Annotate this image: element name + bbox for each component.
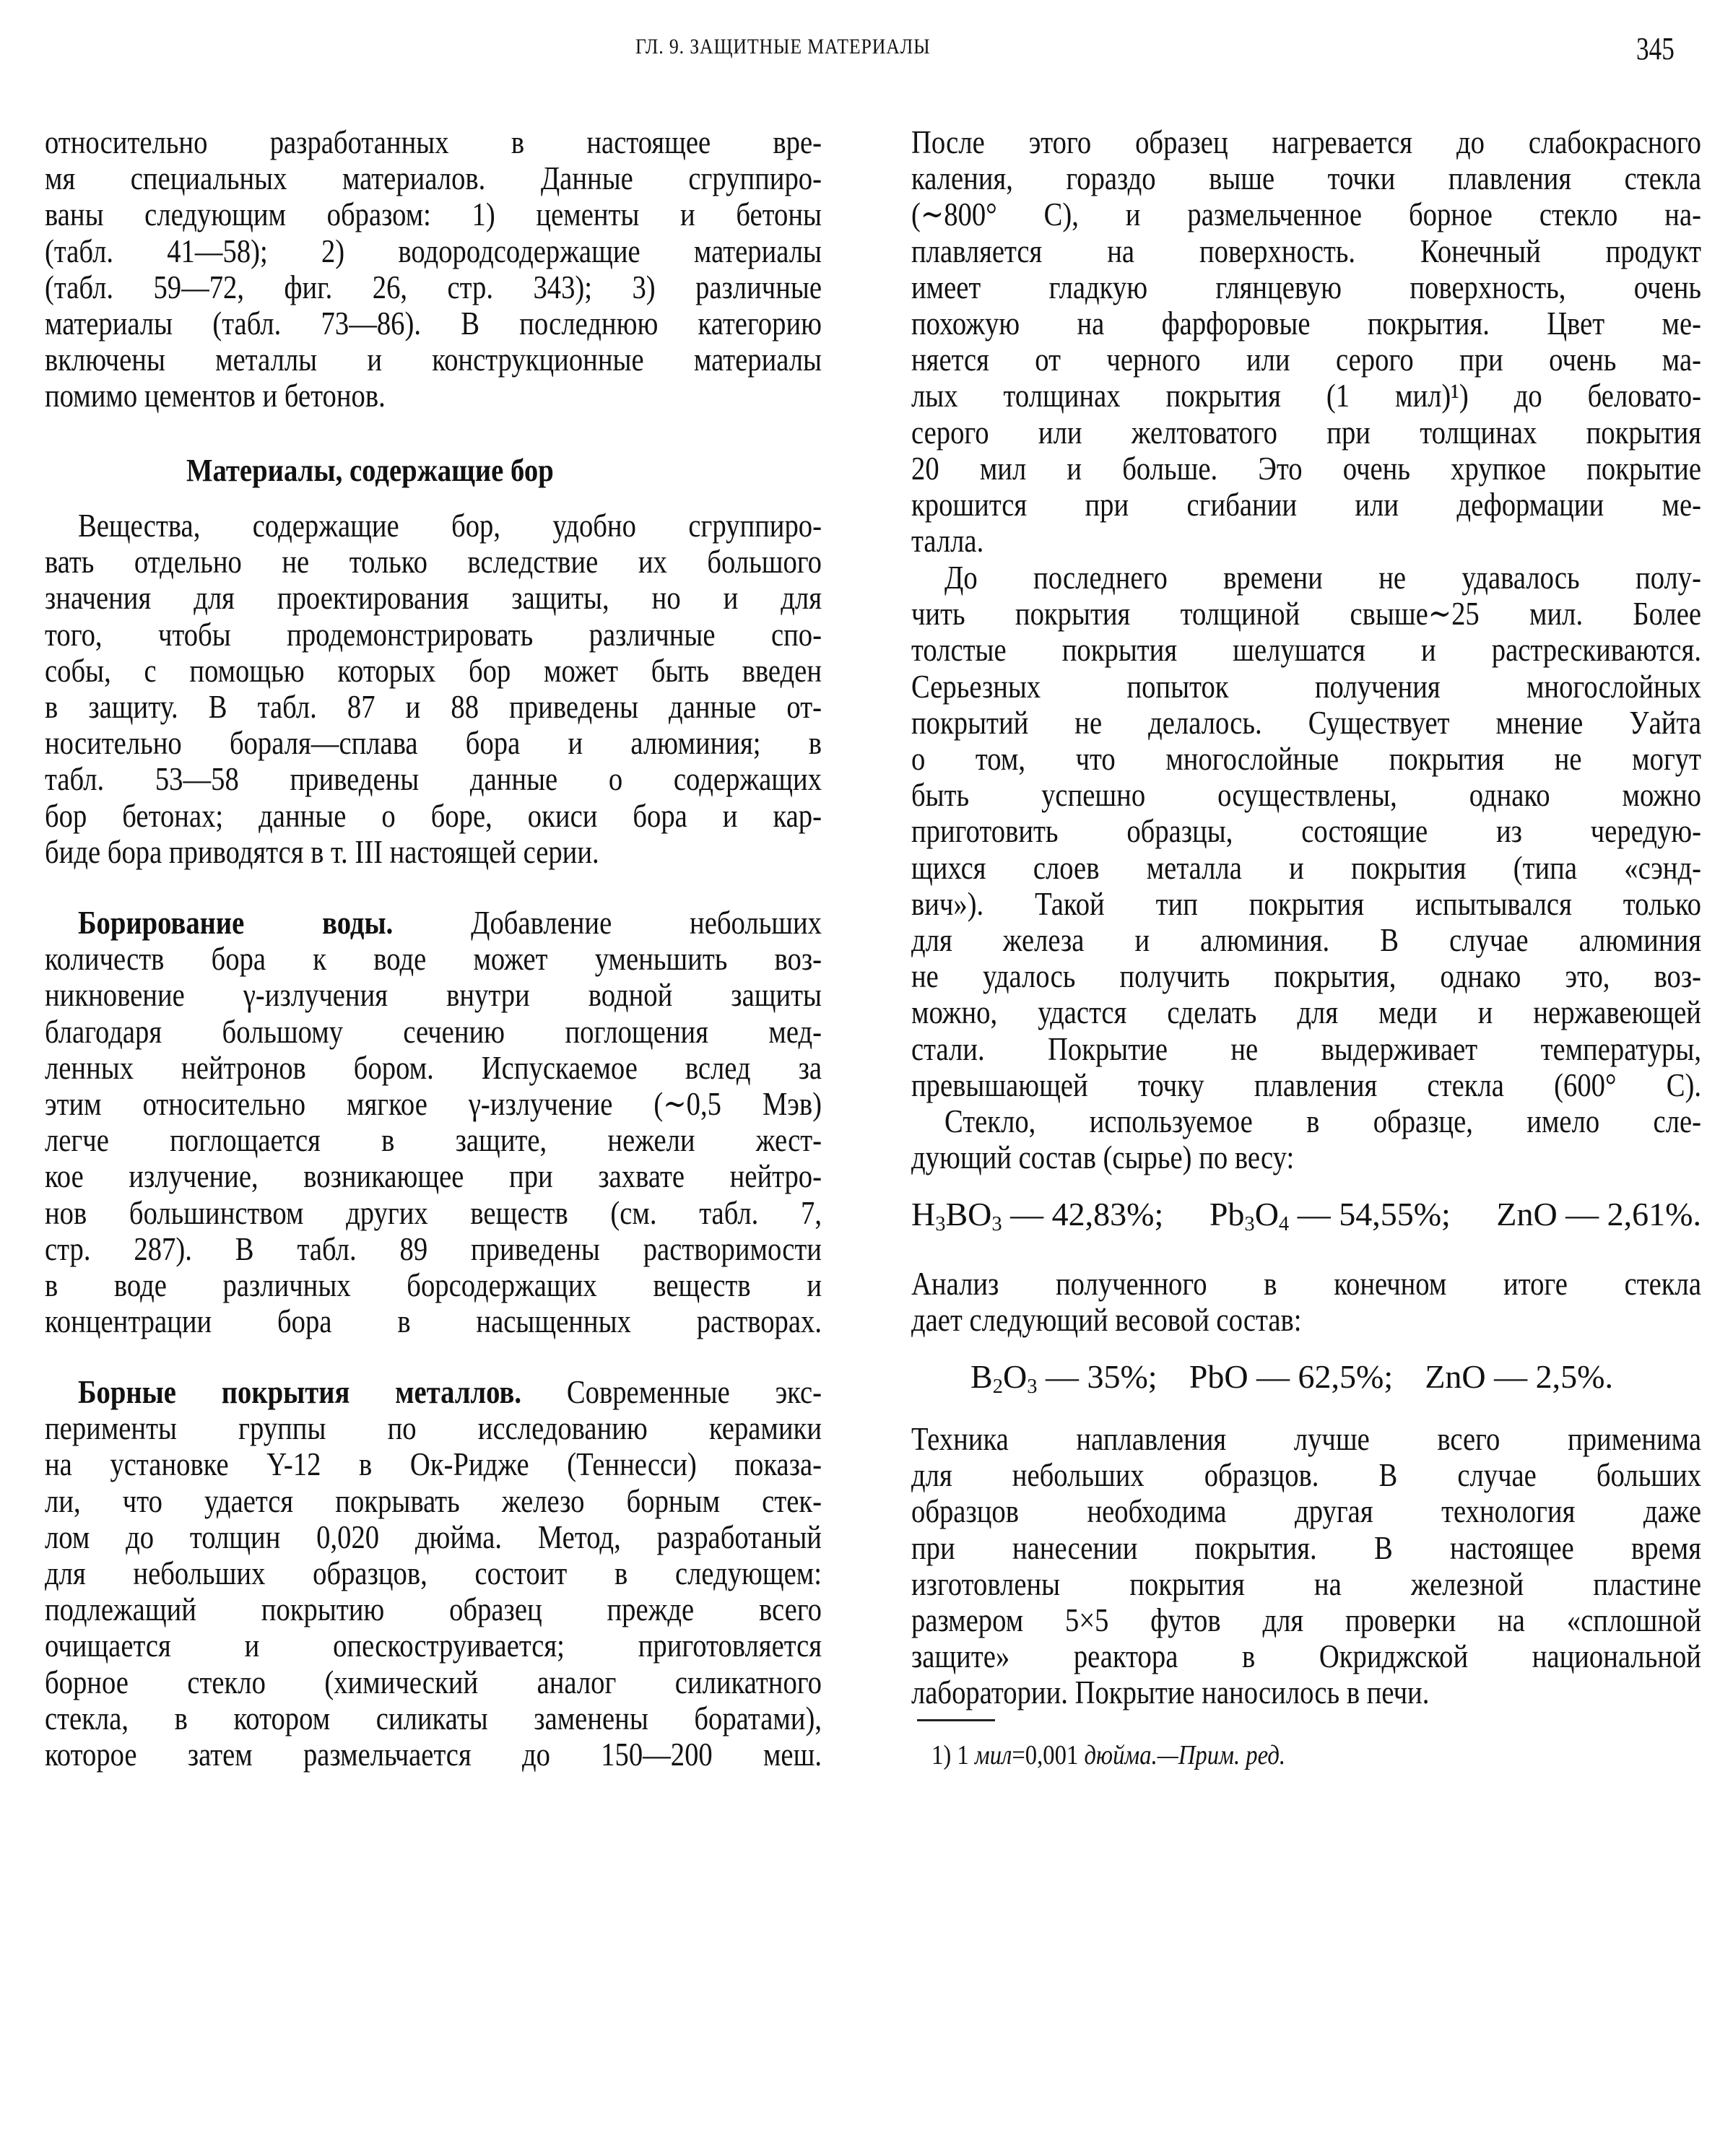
line-text <box>45 1050 822 1086</box>
line-content: для железа и алюминия. В случае алюминия <box>911 921 1701 958</box>
thickness-paragraph-line <box>944 560 1701 596</box>
glazing-paragraph-line <box>911 378 1701 414</box>
section-heading: Материалы, содержащие бор <box>186 453 554 488</box>
coating-paragraph-line <box>45 1736 822 1773</box>
technique-paragraph-line <box>911 1421 1701 1457</box>
line-text <box>45 1664 822 1700</box>
line-content: ли, что удается покрывать железо борным стек- <box>45 1482 822 1519</box>
composition-formula: O <box>1002 1358 1028 1395</box>
line-content: помимо цементов и бетонов. <box>45 377 386 414</box>
water-paragraph-line <box>45 1086 822 1122</box>
water-paragraph-line <box>45 941 822 977</box>
line-text <box>911 124 1701 160</box>
raw-composition-formula <box>911 1195 1701 1236</box>
line-content: стали. Покрытие не выдерживает температуры, <box>911 1030 1702 1067</box>
line-content: чить покрытия толщиной свыше∼25 мил. Более <box>911 595 1702 633</box>
line-content: лом до толщин 0,020 дюйма. Метод, разработаный <box>45 1518 822 1555</box>
line-text <box>45 1519 822 1555</box>
line-content: количеств бора к воде может уменьшить воз- <box>45 940 822 978</box>
thickness-paragraph-line <box>911 1067 1701 1103</box>
line-text <box>911 1031 1701 1067</box>
line-content: на установке Y-12 в Ок-Ридже (Теннесси) показа- <box>45 1446 822 1483</box>
line-content: покрытий не делалось. Существует мнение Уайта <box>911 703 1701 741</box>
coating-paragraph-line <box>45 1627 822 1664</box>
line-content: До последнего времени не удавалось полу- <box>944 559 1702 596</box>
line-content: (∼800° С), и размельченное борное стекло на- <box>911 196 1702 233</box>
footnote-divider <box>917 1719 995 1721</box>
composition-value: — 42,83%; <box>1002 1196 1164 1233</box>
coating-paragraph-line <box>45 1519 822 1555</box>
coating-paragraph-line <box>45 1446 822 1482</box>
boron-paragraph-line <box>45 617 822 653</box>
line-content: включены металлы и конструкционные материалы <box>45 341 822 378</box>
footnote-prefix: 1 <box>951 1740 975 1770</box>
technique-paragraph-line <box>911 1602 1701 1638</box>
line-content: плавляется на поверхность. Конечный продукт <box>911 232 1702 269</box>
line-text <box>78 508 822 544</box>
run-in-heading: Борные покрытия металлов. <box>78 1373 522 1410</box>
line-content: концентрации бора в насыщенных растворах. <box>45 1303 822 1340</box>
line-content: Стекло, используемое в образце, имело сле- <box>944 1103 1702 1139</box>
composition-term <box>1496 1195 1701 1233</box>
line-text <box>45 1122 822 1158</box>
line-text <box>911 741 1701 777</box>
line-content: каления, гораздо выше точки плавления стекла <box>911 160 1702 197</box>
composition-term <box>1209 1195 1451 1236</box>
line-text <box>45 160 822 196</box>
thickness-paragraph-line <box>911 596 1701 632</box>
line-text <box>45 269 822 305</box>
composition-term <box>970 1357 1157 1399</box>
line-content: Вещества, содержащие бор, удобно сгруппиро- <box>78 507 822 544</box>
line-content: защите» реактора в Окриджской национальной <box>911 1638 1701 1675</box>
line-content: борное стекло (химический аналог силикатного <box>45 1663 822 1700</box>
line-text <box>45 196 822 232</box>
intro-line <box>45 269 822 305</box>
line-content: можно, удастся сделать для меди и нержавеющей <box>911 994 1701 1031</box>
line-text <box>911 1139 1294 1175</box>
line-text <box>911 813 1701 849</box>
intro-line <box>45 124 822 160</box>
line-text <box>911 669 1701 705</box>
line-content: никновение γ-излучения внутри водной защиты <box>45 976 822 1014</box>
thickness-paragraph-line <box>911 1031 1701 1067</box>
line-text <box>911 958 1701 994</box>
line-text <box>45 1231 822 1267</box>
boron-paragraph-line <box>45 725 822 761</box>
line-text <box>911 1421 1701 1457</box>
coating-paragraph-line <box>78 1374 822 1410</box>
technique-paragraph-line <box>911 1530 1701 1566</box>
composition-formula: Pb <box>1209 1196 1245 1233</box>
line-content: щихся слоев металла и покрытия (типа «сэнд- <box>911 848 1702 886</box>
line-content: не удалось получить покрытия, однако это, воз- <box>911 957 1702 995</box>
line-text <box>45 233 822 269</box>
thickness-paragraph-line <box>911 705 1701 741</box>
line-content: в воде различных борсодержащих веществ и <box>45 1266 822 1303</box>
thickness-paragraph-line <box>911 886 1701 922</box>
final-composition-formula <box>970 1357 1613 1399</box>
line-text <box>45 617 822 653</box>
thickness-paragraph-line <box>911 632 1701 668</box>
glass-paragraph-line <box>944 1103 1701 1139</box>
composition-formula: 3 <box>935 1213 946 1236</box>
water-paragraph-line <box>45 1050 822 1086</box>
line-content: лаборатории. Покрытие наносилось в печи. <box>911 1674 1430 1711</box>
line-content: для небольших образцов, состоит в следующем: <box>45 1555 822 1591</box>
glass-paragraph-line <box>911 1139 1701 1175</box>
line-content: имеет гладкую глянцевую поверхность, очень <box>911 268 1702 305</box>
line-text <box>45 798 822 834</box>
line-content: серого или желтоватого при толщинах покрытия <box>911 413 1702 451</box>
glazing-paragraph-line <box>911 269 1701 305</box>
glazing-paragraph-line <box>911 305 1701 342</box>
water-paragraph-line <box>45 1014 822 1050</box>
line-content: Добавление небольших <box>393 904 822 941</box>
footnote <box>931 1739 1285 1771</box>
line-content: (табл. 59—72, фиг. 26, стр. 343); 3) различные <box>45 268 822 305</box>
composition-value: — 2,5%. <box>1485 1358 1613 1395</box>
line-text <box>911 1067 1701 1103</box>
line-text <box>45 761 822 797</box>
line-text <box>45 977 822 1013</box>
line-content: вич»). Такой тип покрытия испытывался только <box>911 884 1702 922</box>
line-content: стр. 287). В табл. 89 приведены растворимости <box>45 1230 822 1267</box>
line-text <box>45 1483 822 1519</box>
line-text <box>911 196 1701 232</box>
line-content: благодаря большому сечению поглощения мед- <box>45 1012 822 1050</box>
glazing-paragraph-line <box>911 160 1701 196</box>
glazing-paragraph-line <box>911 414 1701 451</box>
composition-value: — 54,55%; <box>1289 1196 1451 1233</box>
technique-paragraph-line <box>911 1566 1701 1602</box>
line-text <box>45 305 822 342</box>
footnote-note: дюйма.—Прим. ред. <box>1084 1740 1286 1770</box>
composition-term <box>1189 1357 1393 1396</box>
coating-paragraph-line <box>45 1700 822 1736</box>
line-content: няется от черного или серого при очень ма- <box>911 341 1701 378</box>
composition-formula: H <box>911 1196 936 1233</box>
technique-paragraph-line <box>911 1457 1701 1493</box>
line-text <box>911 777 1701 813</box>
technique-paragraph-line <box>911 1674 1701 1711</box>
footnote-equals: =0,001 <box>1012 1740 1085 1770</box>
line-text <box>911 160 1701 196</box>
line-text <box>944 560 1701 596</box>
line-text <box>944 1103 1701 1139</box>
line-text <box>45 378 386 414</box>
line-text <box>911 596 1701 632</box>
intro-line <box>45 342 822 378</box>
line-content: которое затем размельчается до 150—200 меш. <box>45 1736 822 1773</box>
line-content: образцов необходима другая технология даже <box>911 1492 1701 1530</box>
line-text <box>911 523 983 559</box>
line-text <box>911 994 1701 1030</box>
line-content: собы, с помощью которых бор может быть введен <box>45 651 822 689</box>
composition-formula: 3 <box>1027 1375 1038 1399</box>
composition-formula: PbO <box>1189 1358 1248 1395</box>
line-text <box>45 1195 822 1231</box>
line-text <box>911 269 1701 305</box>
boron-paragraph-line <box>45 653 822 689</box>
glazing-paragraph-line <box>911 124 1701 160</box>
footnote-marker: 1) <box>931 1740 952 1770</box>
composition-formula: ZnO <box>1496 1196 1558 1233</box>
line-text <box>45 1627 822 1664</box>
line-content: После этого образец нагревается до слабокрасного <box>911 123 1702 160</box>
line-text <box>911 1302 1302 1338</box>
line-content: кое излучение, возникающее при захвате нейтро- <box>45 1157 822 1195</box>
boron-paragraph-line <box>45 761 822 797</box>
line-text <box>45 1086 822 1122</box>
glazing-paragraph-line <box>911 233 1701 269</box>
composition-value: — 62,5%; <box>1248 1358 1394 1395</box>
line-content: толстые покрытия шелушатся и растрескиваются. <box>911 631 1701 669</box>
line-content: талла. <box>911 522 984 560</box>
line-text <box>911 487 1701 523</box>
line-content: Техника наплавления лучше всего применима <box>911 1420 1701 1457</box>
line-content: быть успешно осуществлены, однако можно <box>911 776 1701 814</box>
line-content: (табл. 41—58); 2) водородсодержащие материалы <box>45 232 822 269</box>
composition-formula: B <box>970 1358 993 1395</box>
glazing-paragraph-line <box>911 342 1701 378</box>
running-title: ГЛ. 9. ЗАЩИТНЫЕ МАТЕРИАЛЫ <box>635 35 931 58</box>
thickness-paragraph-line <box>911 777 1701 813</box>
line-text <box>45 834 599 870</box>
line-content: при нанесении покрытия. В настоящее время <box>911 1529 1702 1566</box>
line-text <box>78 1374 822 1410</box>
line-content: крошится при сгибании или деформации ме- <box>911 486 1701 523</box>
line-content: ваны следующим образом: 1) цементы и бетоны <box>45 196 822 233</box>
run-in-heading: Борирование воды. <box>78 904 394 941</box>
intro-line <box>45 305 822 342</box>
water-paragraph-line <box>45 1303 822 1339</box>
line-text <box>911 1530 1701 1566</box>
line-text <box>45 544 822 580</box>
line-content: похожую на фарфоровые покрытия. Цвет ме- <box>911 305 1701 342</box>
water-paragraph-line <box>45 1231 822 1267</box>
line-text <box>45 1591 822 1627</box>
composition-formula: 4 <box>1278 1213 1290 1236</box>
line-content: для небольших образцов. В случае больших <box>911 1456 1701 1494</box>
coating-paragraph-line <box>45 1483 822 1519</box>
page-number: 345 <box>1636 31 1675 66</box>
line-text <box>78 905 822 941</box>
line-content: материалы (табл. 73—86). В последнюю категорию <box>45 305 822 342</box>
glazing-paragraph-line <box>911 523 1701 559</box>
line-content: 20 мил и больше. Это очень хрупкое покрытие <box>911 449 1702 487</box>
line-text <box>45 653 822 689</box>
line-content: того, чтобы продемонстрировать различные спо- <box>45 615 822 653</box>
thickness-paragraph-line <box>911 922 1701 958</box>
line-text <box>45 725 822 761</box>
line-text <box>45 124 822 160</box>
line-text <box>911 632 1701 668</box>
line-content: бор бетонах; данные о боре, окиси бора и кар- <box>45 796 822 834</box>
line-content: легче поглощается в защите, нежели жест- <box>45 1121 822 1159</box>
boron-paragraph-line <box>45 544 822 580</box>
composition-formula: 3 <box>1244 1213 1255 1236</box>
water-paragraph-line <box>78 905 822 941</box>
coating-paragraph-line <box>45 1555 822 1591</box>
thickness-paragraph-line <box>911 669 1701 705</box>
line-content: лых толщинах покрытия (1 мил)¹) до беловато- <box>911 377 1702 414</box>
technique-paragraph-line <box>911 1493 1701 1529</box>
composition-formula: 3 <box>991 1213 1002 1236</box>
line-text <box>911 1266 1701 1302</box>
analysis-paragraph-line <box>911 1302 1701 1338</box>
line-text <box>911 922 1701 958</box>
line-text <box>45 1555 822 1591</box>
line-content: стекла, в котором силикаты заменены боратами), <box>45 1699 822 1736</box>
glazing-paragraph-line <box>911 451 1701 487</box>
water-paragraph-line <box>45 977 822 1013</box>
line-text <box>45 580 822 616</box>
boron-paragraph-line <box>45 689 822 725</box>
line-content: Современные экс- <box>521 1373 822 1410</box>
composition-formula: O <box>1254 1196 1279 1233</box>
thickness-paragraph-line <box>911 958 1701 994</box>
intro-line <box>45 233 822 269</box>
line-text <box>45 1014 822 1050</box>
line-content: биде бора приводятся в т. III настоящей серии. <box>45 833 599 870</box>
line-text <box>45 1158 822 1194</box>
glazing-paragraph-line <box>911 196 1701 232</box>
water-paragraph-line <box>45 1195 822 1231</box>
line-content: значения для проектирования защиты, но и для <box>45 579 822 617</box>
water-paragraph-line <box>45 1122 822 1158</box>
boron-paragraph-line <box>45 580 822 616</box>
line-text <box>911 1602 1701 1638</box>
composition-term <box>1425 1357 1613 1396</box>
line-text <box>911 1457 1701 1493</box>
line-text <box>45 689 822 725</box>
line-content: этим относительно мягкое γ-излучение (∼0,5 Мэв) <box>45 1085 822 1122</box>
line-text <box>911 414 1701 451</box>
line-content: в защиту. В табл. 87 и 88 приведены данные от- <box>45 688 822 725</box>
thickness-paragraph-line <box>911 741 1701 777</box>
intro-line <box>45 160 822 196</box>
composition-value: — 2,61%. <box>1557 1196 1701 1233</box>
line-content: превышающей точку плавления стекла (600° С). <box>911 1066 1701 1103</box>
line-content: подлежащий покрытию образец прежде всего <box>45 1591 822 1628</box>
line-text <box>911 1493 1701 1529</box>
line-text <box>911 342 1701 378</box>
line-text <box>911 850 1701 886</box>
line-content: перименты группы по исследованию керамики <box>45 1409 822 1447</box>
intro-line <box>45 378 822 414</box>
line-content: носительно бораля—сплава бора и алюминия; в <box>45 724 822 762</box>
line-content: табл. 53—58 приведены данные о содержащих <box>45 760 822 798</box>
technique-paragraph-line <box>911 1638 1701 1674</box>
line-text <box>45 1267 822 1303</box>
boron-paragraph-line <box>78 508 822 544</box>
composition-formula: ZnO <box>1425 1358 1486 1395</box>
boron-paragraph-line <box>45 834 822 870</box>
running-head <box>0 31 1733 66</box>
line-content: относительно разработанных в настоящее вре- <box>45 123 822 160</box>
composition-formula: BO <box>945 1196 992 1233</box>
line-content: дает следующий весовой состав: <box>911 1301 1302 1339</box>
line-content: нов большинством других веществ (см. табл. 7, <box>45 1194 822 1231</box>
line-text <box>45 1736 822 1773</box>
line-content: Серьезных попыток получения многослойных <box>911 667 1701 705</box>
line-text <box>911 378 1701 414</box>
line-content: мя специальных материалов. Данные сгруппиро- <box>45 160 822 197</box>
composition-term <box>911 1195 1164 1236</box>
thickness-paragraph-line <box>911 994 1701 1030</box>
water-paragraph-line <box>45 1267 822 1303</box>
line-text <box>911 1566 1701 1602</box>
glazing-paragraph-line <box>911 487 1701 523</box>
thickness-paragraph-line <box>911 813 1701 849</box>
water-paragraph-line <box>45 1158 822 1194</box>
line-content: вать отдельно не только вследствие их большого <box>45 543 822 581</box>
line-text <box>911 1674 1429 1711</box>
composition-value: — 35%; <box>1037 1358 1157 1395</box>
line-content: приготовить образцы, состоящие из чередую- <box>911 812 1702 850</box>
line-text <box>45 342 822 378</box>
line-text <box>45 1700 822 1736</box>
coating-paragraph-line <box>45 1591 822 1627</box>
line-content: размером 5×5 футов для проверки на «сплошной <box>911 1601 1701 1638</box>
thickness-paragraph-line <box>911 850 1701 886</box>
line-text <box>45 1410 822 1446</box>
line-content: о том, что многослойные покрытия не могут <box>911 740 1702 777</box>
composition-formula: 2 <box>992 1375 1003 1399</box>
line-text <box>911 233 1701 269</box>
line-text <box>911 886 1701 922</box>
line-content: очищается и опескоструивается; приготовляется <box>45 1627 822 1664</box>
line-text <box>911 451 1701 487</box>
line-content: Анализ полученного в конечном итоге стекла <box>911 1265 1701 1302</box>
footnote-unit: мил <box>974 1740 1012 1770</box>
line-content: изготовлены покрытия на железной пластине <box>911 1565 1701 1602</box>
line-text <box>45 1446 822 1482</box>
line-content: ленных нейтронов бором. Испускаемое вслед за <box>45 1048 822 1086</box>
line-text <box>911 1638 1701 1674</box>
line-text <box>45 941 822 977</box>
intro-line <box>45 196 822 232</box>
line-content: дующий состав (сырье) по весу: <box>911 1139 1295 1176</box>
coating-paragraph-line <box>45 1410 822 1446</box>
line-text <box>911 305 1701 342</box>
analysis-paragraph-line <box>911 1266 1701 1302</box>
coating-paragraph-line <box>45 1664 822 1700</box>
line-text <box>911 705 1701 741</box>
boron-paragraph-line <box>45 798 822 834</box>
line-text <box>45 1303 822 1339</box>
